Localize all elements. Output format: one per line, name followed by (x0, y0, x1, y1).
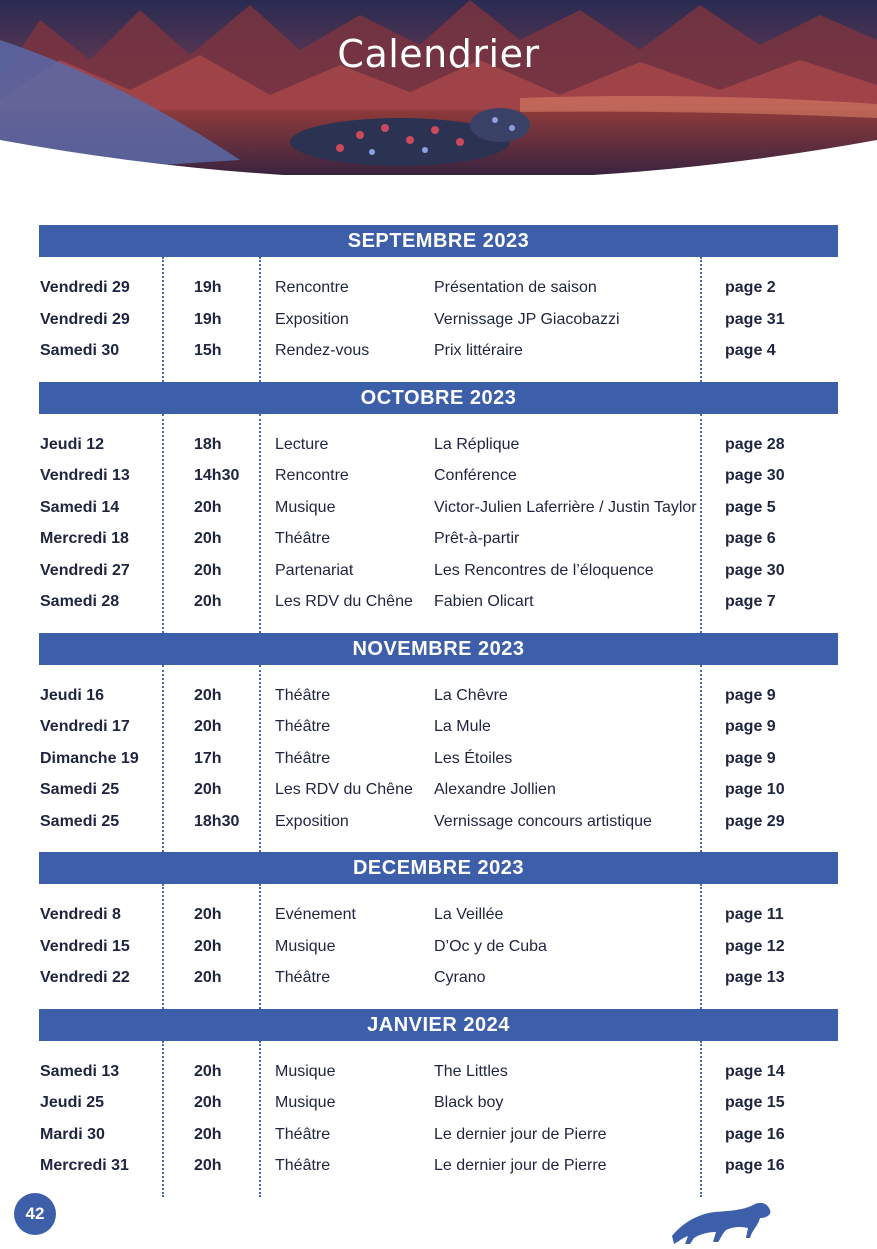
panther-icon (670, 1196, 775, 1246)
event-row (39, 1087, 838, 1119)
event-page: page 14 (725, 1062, 785, 1080)
event-type: Evénement (275, 906, 356, 923)
event-time: 20h (194, 1062, 222, 1080)
month-header: OCTOBRE 2023 (39, 382, 838, 414)
event-type: Musique (275, 1094, 336, 1111)
event-time: 20h (194, 1125, 222, 1143)
event-title: Les Étoiles (434, 749, 513, 767)
event-row (39, 335, 838, 367)
event-page: page 9 (725, 686, 776, 704)
event-type: Exposition (275, 812, 349, 830)
event-day: Mercredi 31 (40, 1157, 129, 1174)
event-time: 20h (194, 906, 222, 923)
event-time: 18h (194, 435, 222, 453)
event-list (39, 665, 838, 853)
event-title: La Veillée (434, 906, 504, 923)
event-page: page 30 (725, 467, 785, 484)
event-time: 20h (194, 718, 222, 735)
event-row (39, 680, 838, 712)
month-section (39, 225, 838, 382)
event-row (39, 931, 838, 963)
event-title: La Chêvre (434, 686, 508, 704)
event-day: Samedi 25 (40, 812, 120, 830)
event-title: Alexandre Jollien (434, 781, 556, 798)
event-row (39, 586, 838, 618)
event-type: Théâtre (275, 530, 331, 547)
event-page: page 16 (725, 1157, 785, 1174)
event-page: page 2 (725, 279, 776, 296)
event-title: Black boy (434, 1094, 504, 1111)
event-day: Vendredi 22 (40, 969, 130, 986)
event-title: La Réplique (434, 435, 520, 453)
event-time: 14h30 (194, 467, 240, 484)
event-row (39, 962, 838, 994)
event-page: page 12 (725, 937, 785, 955)
event-title: Le dernier jour de Pierre (434, 1157, 607, 1174)
event-title: The Littles (434, 1062, 508, 1080)
event-day: Mercredi 18 (40, 530, 129, 547)
event-day: Samedi 13 (40, 1062, 120, 1080)
event-title: Vernissage JP Giacobazzi (434, 310, 620, 328)
event-title: Les Rencontres de l’éloquence (434, 561, 654, 579)
event-type: Lecture (275, 435, 329, 453)
month-header: SEPTEMBRE 2023 (39, 225, 838, 257)
event-time: 20h (194, 937, 222, 955)
event-time: 15h (194, 342, 222, 359)
event-page: page 31 (725, 310, 785, 328)
event-time: 20h (194, 530, 222, 547)
page-number-badge: 42 (14, 1193, 56, 1235)
event-type: Théâtre (275, 1125, 331, 1143)
event-type: Théâtre (275, 969, 331, 986)
event-day: Mardi 30 (40, 1125, 105, 1143)
event-list (39, 884, 838, 1009)
event-title: Le dernier jour de Pierre (434, 1125, 607, 1143)
event-row (39, 304, 838, 336)
event-page: page 10 (725, 781, 785, 798)
event-time: 17h (194, 749, 222, 767)
event-title: Victor-Julien Laferrière / Justin Taylor (434, 498, 697, 516)
event-time: 20h (194, 1094, 222, 1111)
event-type: Théâtre (275, 718, 331, 735)
event-row (39, 711, 838, 743)
event-time: 19h (194, 310, 222, 328)
event-time: 20h (194, 686, 222, 704)
event-row (39, 774, 838, 806)
event-type: Musique (275, 1062, 336, 1080)
event-time: 20h (194, 969, 222, 986)
event-list (39, 257, 838, 382)
event-day: Samedi 14 (40, 498, 120, 516)
event-title: Vernissage concours artistique (434, 812, 652, 830)
month-section (39, 1009, 838, 1197)
event-row (39, 899, 838, 931)
month-section (39, 852, 838, 1009)
month-section (39, 633, 838, 853)
month-header: NOVEMBRE 2023 (39, 633, 838, 665)
event-title: D’Oc y de Cuba (434, 937, 547, 955)
event-row (39, 523, 838, 555)
event-title: Prêt-à-partir (434, 530, 520, 547)
month-header: DECEMBRE 2023 (39, 852, 838, 884)
event-type: Rencontre (275, 467, 349, 484)
event-day: Jeudi 16 (40, 686, 105, 704)
event-list (39, 1041, 838, 1197)
event-day: Vendredi 17 (40, 718, 130, 735)
header-banner (0, 0, 877, 175)
event-day: Dimanche 19 (40, 749, 139, 767)
event-row (39, 743, 838, 775)
page-title: Calendrier (337, 32, 540, 76)
event-title: Prix littéraire (434, 342, 523, 359)
event-type: Les RDV du Chêne (275, 593, 413, 610)
event-day: Vendredi 29 (40, 279, 130, 296)
event-title: Présentation de saison (434, 279, 597, 296)
event-page: page 7 (725, 593, 776, 610)
event-time: 20h (194, 561, 222, 579)
event-row (39, 429, 838, 461)
month-header: JANVIER 2024 (39, 1009, 838, 1041)
event-page: page 28 (725, 435, 785, 453)
event-day: Samedi 25 (40, 781, 120, 798)
event-type: Partenariat (275, 561, 354, 579)
event-type: Musique (275, 937, 336, 955)
event-day: Samedi 28 (40, 593, 120, 610)
event-page: page 29 (725, 812, 785, 830)
event-title: Fabien Olicart (434, 593, 534, 610)
event-day: Vendredi 8 (40, 906, 121, 923)
event-type: Les RDV du Chêne (275, 781, 413, 798)
event-day: Jeudi 25 (40, 1094, 105, 1111)
event-time: 20h (194, 1157, 222, 1174)
event-page: page 4 (725, 342, 776, 359)
event-day: Vendredi 13 (40, 467, 130, 484)
event-row (39, 555, 838, 587)
calendar-table (39, 225, 838, 1197)
event-page: page 5 (725, 498, 776, 516)
event-day: Vendredi 29 (40, 310, 130, 328)
event-day: Vendredi 15 (40, 937, 130, 955)
event-type: Musique (275, 498, 336, 516)
event-title: La Mule (434, 718, 491, 735)
event-page: page 15 (725, 1094, 785, 1111)
event-day: Jeudi 12 (40, 435, 105, 453)
event-list (39, 414, 838, 633)
event-row (39, 460, 838, 492)
event-type: Rencontre (275, 279, 349, 296)
event-row (39, 806, 838, 838)
event-row (39, 492, 838, 524)
event-row (39, 272, 838, 304)
event-time: 19h (194, 279, 222, 296)
event-type: Rendez-vous (275, 342, 370, 359)
event-type: Théâtre (275, 1157, 331, 1174)
event-time: 20h (194, 781, 222, 798)
event-page: page 6 (725, 530, 776, 547)
event-time: 20h (194, 498, 222, 516)
event-page: page 9 (725, 749, 776, 767)
event-page: page 30 (725, 561, 785, 579)
event-type: Théâtre (275, 686, 331, 704)
event-page: page 13 (725, 969, 785, 986)
event-page: page 16 (725, 1125, 785, 1143)
event-title: Conférence (434, 467, 517, 484)
event-row (39, 1119, 838, 1151)
event-row (39, 1056, 838, 1088)
event-type: Théâtre (275, 749, 331, 767)
event-type: Exposition (275, 310, 349, 328)
event-row (39, 1150, 838, 1182)
event-page: page 11 (725, 906, 784, 923)
event-title: Cyrano (434, 969, 486, 986)
event-page: page 9 (725, 718, 776, 735)
event-day: Samedi 30 (40, 342, 120, 359)
month-section (39, 382, 838, 633)
event-day: Vendredi 27 (40, 561, 130, 579)
event-time: 20h (194, 593, 222, 610)
event-time: 18h30 (194, 812, 240, 830)
desert-leopard-illustration (0, 0, 877, 175)
